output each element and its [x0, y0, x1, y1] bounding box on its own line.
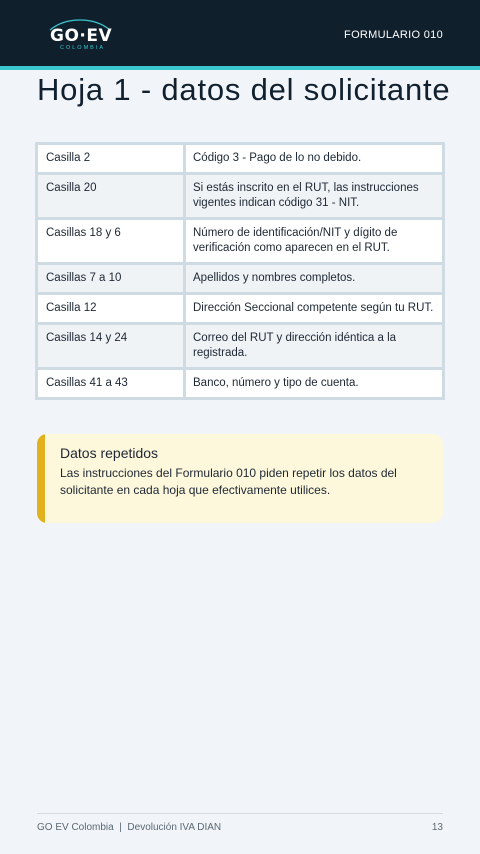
field-cell: Casillas 14 y 24 [38, 325, 183, 367]
page-title: Hoja 1 - datos del solicitante [37, 72, 451, 107]
table-row [38, 265, 442, 292]
description-cell: Número de identificación/NIT y dígito de verificación como aparecen en el RUT. [186, 220, 442, 262]
table-row [38, 325, 442, 367]
form-label: FORMULARIO 010 [344, 29, 443, 41]
info-callout [37, 434, 443, 523]
header-bar [0, 0, 480, 66]
goev-logo [48, 18, 114, 54]
logo-text: GO·EV [50, 26, 113, 46]
field-cell: Casilla 20 [38, 175, 183, 217]
description-cell: Banco, número y tipo de cuenta. [186, 370, 442, 397]
footer-text: GO EV Colombia | Devolución IVA DIAN [37, 822, 222, 833]
table-row [38, 370, 442, 397]
field-cell: Casillas 18 y 6 [38, 220, 183, 262]
table-row [38, 145, 442, 172]
description-cell: Si estás inscrito en el RUT, las instrucciones vigentes indican código 31 - NIT. [186, 175, 442, 217]
table-row [38, 175, 442, 217]
footer-divider [37, 813, 443, 814]
callout-accent-bar [37, 434, 45, 523]
field-cell: Casillas 41 a 43 [38, 370, 183, 397]
callout-title: Datos repetidos [60, 445, 159, 461]
table-row [38, 220, 442, 262]
description-cell: Correo del RUT y dirección idéntica a la registrada. [186, 325, 442, 367]
fields-table [35, 142, 445, 400]
table-row [38, 295, 442, 322]
description-cell: Apellidos y nombres completos. [186, 265, 442, 292]
page-number: 13 [431, 822, 443, 833]
callout-text: Las instrucciones del Formulario 010 piden repetir los datos del solicitante en cada hoja que efectivamente utilices. [60, 466, 397, 497]
field-cell: Casillas 7 a 10 [38, 265, 183, 292]
logo-subtext: COLOMBIA [60, 45, 106, 51]
description-cell: Dirección Seccional competente según tu RUT. [186, 295, 442, 322]
field-cell: Casilla 12 [38, 295, 183, 322]
description-cell: Código 3 - Pago de lo no debido. [186, 145, 442, 172]
field-cell: Casilla 2 [38, 145, 183, 172]
